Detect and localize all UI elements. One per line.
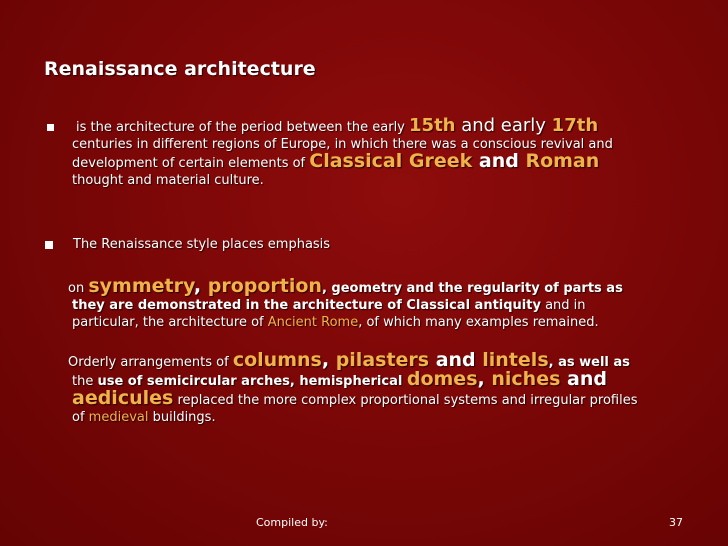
highlight-ancient-rome: Ancient Rome [267, 315, 359, 330]
text: buildings. [148, 410, 216, 425]
text: development of certain elements of [72, 156, 310, 171]
text: , as well as [548, 355, 630, 370]
highlight-17th: 17th [551, 115, 599, 136]
text: they are demonstrated in the architecture of Classical antiquity [72, 298, 541, 313]
text: and [472, 150, 526, 172]
paragraph-1-line-2: centuries in different regions of Europe, in which there was a conscious revival and [72, 137, 613, 152]
footer-compiled-by: Compiled by: [256, 516, 328, 529]
text: and early [455, 115, 552, 136]
bullet-icon [45, 241, 53, 249]
paragraph-2-line-2 [66, 297, 716, 314]
paragraph-1 [72, 117, 722, 189]
paragraph-2-body [66, 275, 716, 331]
paragraph-1-line-4: thought and material culture. [72, 173, 264, 188]
text: and [429, 349, 483, 371]
paragraph-1-line-3 [72, 150, 722, 172]
highlight-symmetry: symmetry [88, 275, 194, 297]
text: on [68, 281, 89, 296]
text: is the architecture of the period between the early [76, 120, 410, 135]
highlight-lintels: lintels [482, 349, 549, 371]
highlight-15th: 15th [409, 115, 456, 136]
text: and in [540, 298, 586, 313]
highlight-pilasters: pilasters [335, 349, 430, 371]
highlight-aedicules: aedicules [72, 387, 174, 409]
text: the [72, 374, 98, 389]
page-number: 37 [669, 516, 683, 529]
text: and [560, 368, 607, 390]
paragraph-2-line-3 [66, 314, 716, 331]
text: replaced the more complex proportional systems and irregular profiles [173, 393, 638, 408]
paragraph-3 [66, 349, 716, 426]
highlight-medieval: medieval [88, 410, 149, 425]
slide-title: Renaissance architecture [44, 58, 316, 80]
text: Orderly arrangements of [68, 355, 233, 370]
text: , [193, 275, 208, 297]
text: of [72, 410, 89, 425]
highlight-proportion: proportion [207, 275, 322, 297]
paragraph-2-lead: The Renaissance style places emphasis [73, 237, 331, 252]
text: particular, the architecture of [72, 315, 268, 330]
highlight-classical-greek: Classical Greek [309, 150, 473, 172]
bullet-icon [47, 124, 54, 131]
paragraph-1-line-1 [72, 117, 722, 136]
text: , [477, 368, 492, 390]
highlight-roman: Roman [525, 150, 600, 172]
highlight-niches: niches [491, 368, 561, 390]
text: , of which many examples remained. [358, 315, 599, 330]
highlight-domes: domes [406, 368, 478, 390]
text: use of semicircular arches, hemispherical [97, 374, 407, 389]
text: , geometry and the regularity of parts as [321, 281, 623, 296]
paragraph-3-line-4 [66, 409, 716, 426]
text: , [321, 349, 336, 371]
paragraph-3-line-3 [66, 387, 716, 409]
highlight-columns: columns [232, 349, 322, 371]
paragraph-3-line-1 [66, 349, 716, 371]
paragraph-2-line-1 [66, 275, 716, 297]
